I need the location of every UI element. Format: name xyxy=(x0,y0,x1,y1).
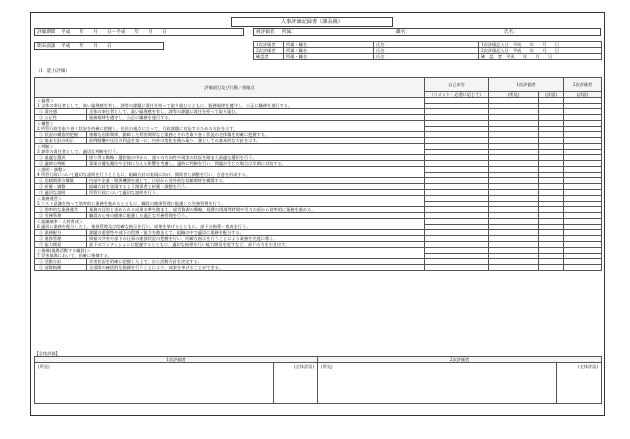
header-first: 1次評価者 xyxy=(489,78,564,92)
item-desc: 事案の優先順位や全体に与える影響を考慮し、適時に判断を行い、問題が生じた場合は早期に対処する。 xyxy=(87,161,425,167)
item-row xyxy=(35,265,602,271)
table-header xyxy=(35,78,602,92)
evaluator-name: 氏名： xyxy=(374,54,479,60)
item-desc: 全部隊の統括的な指揮を行うことにより、成果を挙げることができる。 xyxy=(87,265,425,271)
period-value: 平成 年 月 日～平成 年 月 日 xyxy=(61,29,167,35)
overall-label: 【全体評価】 xyxy=(34,351,60,356)
item-name: ② 適時の判断 xyxy=(35,161,87,167)
groups-body xyxy=(35,98,602,271)
evaluation-sheet xyxy=(30,12,605,416)
group-lead: 4 所管行政について適切な説明を行うとともに、組織方針の実現に向け、関係者と調整を行い、合意を形成する。 xyxy=(35,172,425,178)
overall-first: 1次評価者 xyxy=(35,357,318,363)
interview-label: 期末面談 xyxy=(37,43,56,49)
item-desc: 課題の重要性や部下の役割・能力を踏まえて、組織の中で適切に業務を配分する。 xyxy=(87,230,425,236)
item-desc: 災害状況を的確に把握した上で、自ら活動方針を決定する。 xyxy=(87,259,425,265)
item-desc: 内部や企業・関係機関を通じて、日頃から対外的な信頼関係を構築する。 xyxy=(87,178,425,184)
header-first-sub2: (評語) xyxy=(539,92,564,98)
item-name: ② 労務管理 xyxy=(35,213,87,219)
item-desc: 組織方針を実現するよう関係者と折衝・調整を行う。 xyxy=(87,184,425,190)
item-desc: 業務の目的と求められる成果水準を踏まえ、経営資源の戦略、経費の削減等時間や労力の面から効率的に業務を進める。 xyxy=(87,207,425,213)
empty-cell[interactable] xyxy=(489,265,539,271)
empty-cell[interactable] xyxy=(564,265,602,271)
period-box xyxy=(34,28,244,36)
evaluator-role: 2次評価者 xyxy=(254,48,284,54)
group-lead: 1 全体の奉仕者として、高い倫理感を有し、課等の課題に責任を持って取り組むとともに、服務規律を遵守し、公正に職務を遂行する。 xyxy=(35,103,425,109)
item-desc: 所管行政について適切な説明を行う。 xyxy=(87,190,425,196)
subject-name: 氏名： xyxy=(504,29,518,35)
header-self-note: （コメント：必要に応じて） xyxy=(425,92,489,98)
header-first-sub1: (所見) xyxy=(489,92,539,98)
overall-second-word: (全体評語) xyxy=(577,364,599,369)
section-heading: （I 能力評価） xyxy=(36,69,70,74)
overall-first-note: (所見) xyxy=(38,364,50,369)
item-name: ① 最適な選択 xyxy=(35,155,87,161)
evaluator-name: 氏名： xyxy=(374,42,479,48)
form-title: 人事評価記録書（課長級） xyxy=(231,17,393,27)
item-name: ① 責任感 xyxy=(35,109,87,115)
item-name: ② 折衝・調整 xyxy=(35,184,87,190)
overall-first-word: (全体評語) xyxy=(293,364,314,369)
group-heading: ＜業務運営＞ xyxy=(35,196,425,202)
group-lead: 6 適切に業務を配分した上、進捗管理及び的確な指示を行い、成果を挙げるとともに、部下の指導・育成を行う。 xyxy=(35,224,425,230)
evaluation-table xyxy=(34,77,602,271)
overall-first-box xyxy=(35,363,318,404)
group-heading: ＜説明・調整＞ xyxy=(35,167,425,173)
item-desc: 服務規律を遵守し、公正に職務を遂行する。 xyxy=(87,115,425,121)
group-heading: ＜構想＞ xyxy=(35,121,425,127)
overall-second: 2次評価者 xyxy=(318,357,602,363)
item-name: ① 業務配分 xyxy=(35,230,87,236)
subject-post: 職名： xyxy=(396,29,410,35)
item-name: ③ 適切な説明 xyxy=(35,190,87,196)
overall-second-note: (所見) xyxy=(321,364,333,369)
header-self: 自己申告 xyxy=(425,78,489,92)
subject-label: 被評価者 xyxy=(256,29,275,35)
empty-cell[interactable] xyxy=(425,265,489,271)
header-second: 2次評価者 xyxy=(564,78,602,92)
group-heading: ＜指揮(現場活動する職員)＞ xyxy=(35,248,425,254)
item-name: ② 進捗管理 xyxy=(35,236,87,242)
evaluator-role: 1次評価者 xyxy=(254,42,284,48)
item-desc: 部下のコンディションに配慮するとともに、適切な指導を行い能力開発を促すなど、部下の力を引き出す。 xyxy=(87,242,425,248)
subject-dept: 所属： xyxy=(282,29,296,35)
evaluator-dept: 所属・職名： xyxy=(284,42,374,48)
interview-value: 平成 年 月 日 xyxy=(61,43,112,49)
evaluators-table xyxy=(253,41,602,60)
group-heading: ＜倫理＞ xyxy=(35,98,425,104)
item-desc: 前例踏襲や住民の利益を第一に、内外の変化を踏み取り、課としての基本的な方針を示す。 xyxy=(87,138,425,144)
header-second-sub: (評語) xyxy=(564,92,602,98)
evaluator-name: 氏名： xyxy=(374,48,479,54)
subject-box xyxy=(253,28,601,36)
item-desc: 採り得る戦略・選択肢の中から、諸々の方向性や現実の状況を踏まえ最適な選択を行う。 xyxy=(87,155,425,161)
evaluator-dept: 所属・職名： xyxy=(284,48,374,54)
empty-cell[interactable] xyxy=(539,265,564,271)
overall-second-box xyxy=(318,363,602,404)
item-desc: 職員の心身の健康に配慮した適正な労務管理を行う。 xyxy=(87,213,425,219)
item-name: ① 効率的な業務運営 xyxy=(35,207,87,213)
header-items: 評価項目及び行動／着眼点 xyxy=(35,78,425,98)
evaluator-dept: 所属・職名： xyxy=(284,54,374,60)
interview-box xyxy=(34,42,164,50)
item-name: ② 公正性 xyxy=(35,115,87,121)
group-lead: 5 コスト意識を持って効率的に業務を進めるとともに、職員の健康管理に配慮した労務管理を行う。 xyxy=(35,201,425,207)
item-desc: 全体の奉仕者として、高い倫理感を有し、課等の課題に責任を持って取り組む。 xyxy=(87,109,425,115)
evaluator-date: 2次評価記入日：平成 年 月 日 xyxy=(479,48,602,54)
item-desc: 複雑な因果関係、錯綜した利害関係など業務とそれを取り巻く状況の全体像を的確に把握する。 xyxy=(87,132,425,138)
evaluator-row xyxy=(254,54,602,60)
item-name: ② 基本方針の明示 xyxy=(35,138,87,144)
item-name: ② 部隊指揮 xyxy=(35,265,87,271)
group-lead: 2 所管行政を取り巻く状況を的確に把握し、住民の視点に立って、行政課題に対応するための方針を示す。 xyxy=(35,126,425,132)
evaluator-date: 確 認 者：平成 年 月 日 xyxy=(479,54,602,60)
item-name: ① 活動方針 xyxy=(35,259,87,265)
overall-table xyxy=(34,351,602,404)
item-name: ③ 能力開発 xyxy=(35,242,87,248)
evaluator-date: 1次評価記入日：平成 年 月 日 xyxy=(479,42,602,48)
item-name: ① 信頼関係の構築 xyxy=(35,178,87,184)
group-heading: ＜組織統率・人材育成＞ xyxy=(35,219,425,225)
group-lead: 3 課等の責任者として、適切な判断を行う。 xyxy=(35,149,425,155)
evaluator-role: 確認者 xyxy=(254,54,284,60)
period-label: 評価期間 xyxy=(37,29,56,35)
item-name: ① 状況の構造的把握 xyxy=(35,132,87,138)
group-lead: 7 災害現場において、的確に指揮する。 xyxy=(35,253,425,259)
group-heading: ＜判断＞ xyxy=(35,144,425,150)
item-desc: 情報の共有や部下の仕事の進捗状況の把握を行い、的確な指示を行うことにより業務を完遂に導く。 xyxy=(87,236,425,242)
